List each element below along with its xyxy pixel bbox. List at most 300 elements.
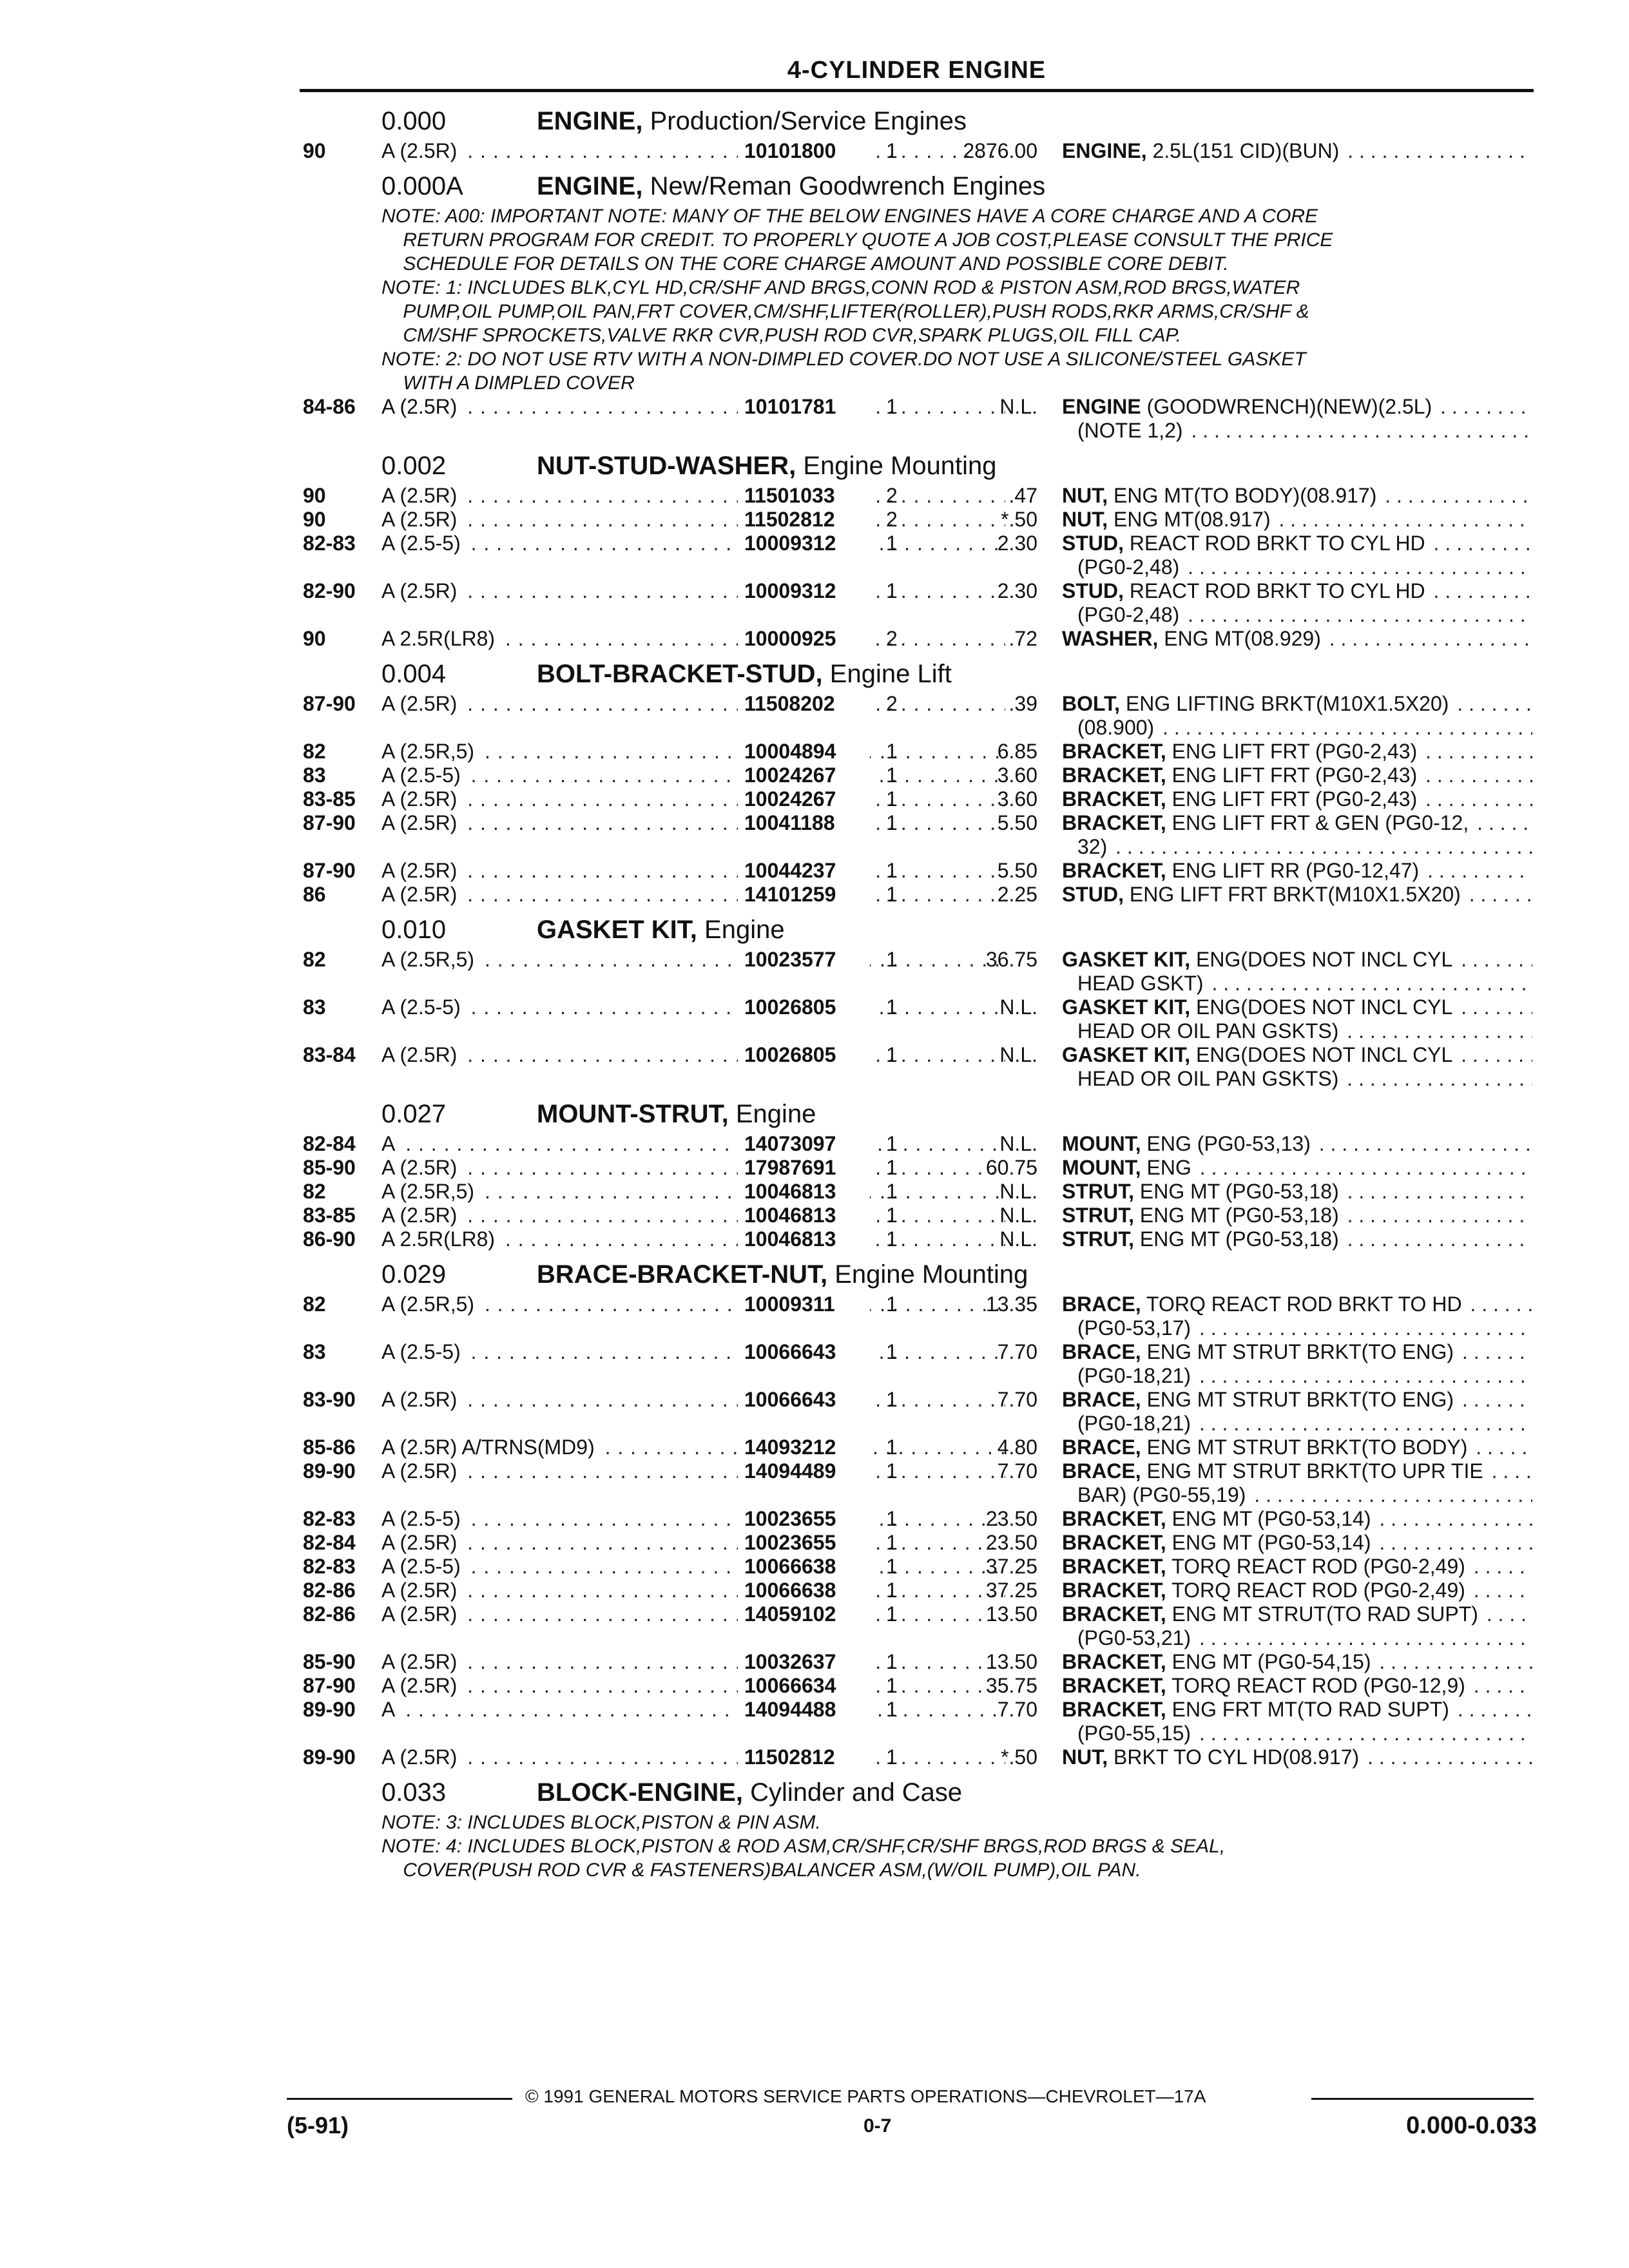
model-years: 87-90 [303,811,356,834]
part-description-text [1062,787,1420,811]
part-detail: ENG FRT MT(TO RAD SUPT) [1166,1698,1449,1721]
part-number: 11502812 [738,1745,870,1769]
quantity: 1 [886,395,898,418]
part-row [284,532,1540,555]
price: 13.50 [985,1650,1037,1673]
part-detail: (GOODWRENCH)(NEW)(2.5L) [1141,395,1432,418]
part-description-text [1062,484,1379,507]
price: 5.50 [997,859,1037,882]
part-name: ENGINE, [1062,139,1147,162]
part-description-text [1062,579,1428,602]
part-description-text [1062,883,1463,906]
model-code-text: A (2.5R,5) [381,948,478,971]
part-row [284,692,1540,716]
model-code-text: A (2.5-5) [381,995,465,1019]
part-detail: ENG LIFT FRT & GEN (PG0-12, [1166,811,1469,834]
quantity: 1 [886,1698,898,1721]
section-heading [284,1096,1540,1132]
part-description [1062,948,1532,972]
model-code-text: A (2.5-5) [381,764,465,787]
part-detail: ENG MT (PG0-53,18) [1134,1204,1339,1227]
price: .47 [1008,484,1037,507]
part-description [1062,1698,1532,1722]
part-detail: ENG MT(08.917) [1108,508,1271,531]
continued-description [1077,716,1532,740]
part-description-text [1062,1602,1481,1626]
model-years: 82-86 [303,1579,356,1602]
model-years: 86 [303,883,326,906]
part-row [284,1602,1540,1626]
note-line: COVER(PUSH ROD CVR & FASTENERS)BALANCER ASM,(W/OIL PUMP),OIL PAN. [381,1860,1141,1881]
part-description-continued [284,1412,1540,1436]
part-detail: ENG MT (PG0-54,15) [1166,1650,1371,1673]
continued-text: (PG0-18,21) [1077,1364,1193,1387]
continued-description [1077,603,1532,627]
part-description [1062,627,1532,651]
model-code [381,764,1005,787]
footer-rule-right [1311,2098,1534,2100]
part-description-text [1062,859,1422,882]
continued-description [1077,1067,1532,1091]
part-detail: TORQ REACT ROD BRKT TO HD [1141,1293,1462,1316]
part-description [1062,532,1532,555]
model-code [381,1531,1005,1555]
part-row [284,948,1540,972]
part-detail: REACT ROD BRKT TO CYL HD [1124,532,1425,555]
part-detail: ENG MT STRUT BRKT(TO ENG) [1141,1340,1454,1363]
part-description-text [1062,1156,1194,1179]
quantity: 1 [886,740,898,763]
part-number: 11508202 [738,692,870,716]
model-code-text: A (2.5R) [381,1043,461,1066]
part-description-text [1062,764,1420,787]
model-code-text: A [381,1132,399,1155]
part-description-text [1062,948,1455,971]
part-row [284,1227,1540,1251]
continued-text: HEAD OR OIL PAN GSKTS) [1077,1019,1341,1043]
section-gap [284,1769,1540,1774]
model-code [381,859,1005,883]
quantity: 1 [886,1204,898,1227]
model-years: 82 [303,1293,326,1316]
part-number: 10046813 [738,1204,870,1227]
part-name: STUD, [1062,532,1124,555]
model-years: 85-86 [303,1436,356,1459]
price: 13.35 [985,1293,1037,1316]
part-name: BRACKET, [1062,1698,1166,1721]
part-number: 14093212 [738,1436,870,1459]
model-code [381,395,1005,419]
section-gap [284,443,1540,448]
part-number: 10009311 [738,1293,870,1316]
section-gap [284,163,1540,168]
part-detail: TORQ REACT ROD (PG0-2,49) [1166,1555,1465,1578]
model-years: 90 [303,508,326,531]
section-name [537,454,997,478]
quantity: 1 [886,859,898,882]
part-row [284,139,1540,163]
part-detail: 2.5L(151 CID)(BUN) [1146,139,1340,162]
price: 60.75 [985,1156,1037,1179]
price: 2.30 [997,579,1037,602]
part-row [284,579,1540,603]
part-description [1062,508,1532,532]
quantity: 1 [886,139,898,162]
note-line: NOTE: 4: INCLUDES BLOCK,PISTON & ROD ASM,CR/SHF,CR/SHF BRGS,ROD BRGS & SEAL, [381,1836,1226,1857]
part-number: 10101800 [738,139,870,163]
section-name-rest: Production/Service Engines [642,107,967,135]
section-name-bold: GASKET KIT, [537,916,697,944]
quantity: 1 [886,787,898,811]
part-number: 10000925 [738,627,870,651]
model-years: 82-90 [303,579,356,602]
part-number: 11501033 [738,484,870,508]
part-description-text [1062,1227,1342,1251]
section-number: 0.010 [381,916,447,944]
part-name: BRACKET, [1062,1555,1166,1578]
quantity: 1 [886,995,898,1019]
model-code-text: A 2.5R(LR8) [381,627,499,650]
part-row [284,1180,1540,1204]
continued-description [1077,1722,1532,1745]
section-name [537,1260,1028,1289]
part-name: BRACKET, [1062,1602,1166,1626]
part-name: BRACE, [1062,1293,1141,1316]
part-description-continued [284,1019,1540,1043]
section-name [537,662,952,686]
part-number: 10044237 [738,859,870,883]
part-row [284,764,1540,787]
section-name-rest: Engine Mounting [796,452,997,480]
note-line: WITH A DIMPLED COVER [381,372,635,394]
part-description [1062,811,1532,835]
model-code [381,995,1005,1019]
part-description [1062,764,1532,787]
continued-description [1077,835,1532,859]
part-number: 10004894 [738,740,870,764]
part-detail: ENG(DOES NOT INCL CYL [1190,1043,1453,1066]
part-detail: BRKT TO CYL HD(08.917) [1108,1745,1360,1769]
section-name-bold: ENGINE, [537,107,643,135]
part-detail: ENG MT STRUT BRKT(TO BODY) [1141,1436,1468,1459]
part-row [284,1555,1540,1579]
part-name: BRACKET, [1062,787,1166,811]
part-description-continued [284,419,1540,443]
model-years: 82-83 [303,1555,356,1578]
part-row [284,787,1540,811]
part-name: STUD, [1062,579,1124,602]
part-name: STRUT, [1062,1180,1134,1203]
model-code [381,1227,1005,1251]
price: N.L. [999,995,1037,1019]
model-code-text: A (2.5R) [381,579,461,602]
section-note [284,204,1540,395]
part-number: 14073097 [738,1132,870,1156]
model-years: 82 [303,948,326,971]
section-heading [284,448,1540,484]
part-description-text [1062,1674,1468,1697]
continued-text: 32) [1077,835,1110,858]
model-years: 82-83 [303,1507,356,1530]
quantity: 1 [886,883,898,906]
part-number: 14094489 [738,1459,870,1483]
continued-description [1077,1364,1532,1388]
part-name: BRACKET, [1062,1650,1166,1673]
part-number: 10066638 [738,1555,870,1579]
section-note [284,1811,1540,1882]
model-code-text: A (2.5R,5) [381,1293,478,1316]
price: N.L. [999,1180,1037,1203]
model-years: 82-83 [303,532,356,555]
model-years: 83-85 [303,1204,356,1227]
price: 2.25 [997,883,1037,906]
part-row [284,1674,1540,1698]
footer-copyright-line [287,2086,1534,2112]
price: 23.50 [985,1531,1037,1554]
model-code-text: A (2.5R) [381,1579,461,1602]
part-description-text [1062,740,1420,763]
part-row [284,1531,1540,1555]
part-number: 11502812 [738,508,870,532]
quantity: 1 [886,764,898,787]
part-description [1062,1507,1532,1531]
part-name: BRACKET, [1062,811,1166,834]
quantity: 1 [886,579,898,602]
part-name: GASKET KIT, [1062,995,1191,1019]
quantity: 1 [886,948,898,971]
quantity: 1 [886,1132,898,1155]
quantity: 2 [886,508,898,531]
part-row [284,1579,1540,1602]
part-row [284,995,1540,1019]
model-code [381,1388,1005,1412]
part-name: BRACE, [1062,1459,1141,1483]
model-code [381,1043,1005,1067]
part-name: BRACE, [1062,1340,1141,1363]
part-name: BRACKET, [1062,1674,1166,1697]
continued-text: (PG0-53,17) [1077,1316,1193,1340]
part-description-text [1062,139,1342,162]
model-years: 87-90 [303,1674,356,1697]
model-code [381,1459,1005,1483]
continued-description [1077,1019,1532,1043]
continued-description [1077,972,1532,995]
section-name-rest: Engine Lift [822,660,952,688]
section-number: 0.027 [381,1100,447,1128]
part-description-continued [284,835,1540,859]
section-name-rest: New/Reman Goodwrench Engines [642,172,1046,200]
model-code [381,692,1005,716]
part-detail: ENG LIFT RR (PG0-12,47) [1166,859,1420,882]
part-number: 10026805 [738,1043,870,1067]
model-code-text: A 2.5R(LR8) [381,1227,499,1251]
model-code-text: A (2.5-5) [381,532,465,555]
part-description-text [1062,395,1434,418]
price: 5.50 [997,811,1037,834]
continued-text: (PG0-2,48) [1077,555,1182,579]
part-number: 10023577 [738,948,870,972]
quantity: 1 [886,1340,898,1363]
part-description [1062,1132,1532,1156]
part-detail: ENG MT STRUT BRKT(TO UPR TIE [1141,1459,1483,1483]
part-description-text [1062,1340,1456,1363]
part-detail: TORQ REACT ROD (PG0-12,9) [1166,1674,1465,1697]
part-name: BRACKET, [1062,1507,1166,1530]
footer-date: (5-91) [287,2112,349,2138]
part-detail: ENG LIFT FRT (PG0-2,43) [1166,787,1418,811]
part-name: GASKET KIT, [1062,948,1191,971]
part-description [1062,1459,1532,1483]
part-name: WASHER, [1062,627,1159,650]
section-name [537,1102,816,1126]
model-code [381,1340,1005,1364]
price: .72 [1008,627,1037,650]
model-years: 85-90 [303,1156,356,1179]
note-line: RETURN PROGRAM FOR CREDIT. TO PROPERLY QUOTE A JOB COST,PLEASE CONSULT THE PRICE [381,229,1333,251]
section-heading [284,1774,1540,1811]
model-code [381,811,1005,835]
model-code-text: A (2.5-5) [381,1340,465,1363]
quantity: 1 [886,1180,898,1203]
part-detail: TORQ REACT ROD (PG0-2,49) [1166,1579,1465,1602]
model-code-text: A (2.5R) [381,1204,461,1227]
part-description-text [1062,692,1451,715]
quantity: 1 [886,1531,898,1554]
section-name [537,918,785,942]
model-code [381,1180,1005,1204]
model-years: 86-90 [303,1227,356,1251]
part-description-text [1062,1555,1468,1578]
quantity: 1 [886,811,898,834]
part-number: 10024267 [738,764,870,787]
footer-copyright: © 1991 GENERAL MOTORS SERVICE PARTS OPERATIONS—CHEVROLET—17A [525,2086,1206,2106]
part-detail: ENG LIFT FRT (PG0-2,43) [1166,740,1418,763]
model-code [381,740,1005,764]
part-description-text [1062,1204,1342,1227]
part-row [284,1388,1540,1412]
part-row [284,1156,1540,1180]
part-description-text [1062,508,1273,531]
part-row [284,627,1540,651]
part-description-continued [284,1364,1540,1388]
footer-page-number: 0-7 [863,2115,892,2137]
part-name: STRUT, [1062,1204,1134,1227]
price: 3.60 [997,787,1037,811]
model-code-text: A (2.5R) [381,1602,461,1626]
part-description-text [1062,1436,1470,1459]
continued-description [1077,1483,1532,1507]
price: 36.75 [985,948,1037,971]
part-row [284,1204,1540,1227]
part-name: MOUNT, [1062,1132,1141,1155]
model-years: 89-90 [303,1698,356,1721]
model-code [381,1674,1005,1698]
section-name-bold: MOUNT-STRUT, [537,1100,729,1128]
section-name-bold: BOLT-BRACKET-STUD, [537,660,823,688]
model-years: 83-85 [303,787,356,811]
part-row [284,1650,1540,1674]
note-line: CM/SHF SPROCKETS,VALVE RKR CVR,PUSH ROD CVR,SPARK PLUGS,OIL FILL CAP. [381,325,1181,346]
part-name: BRACE, [1062,1388,1141,1411]
part-name: BRACKET, [1062,1531,1166,1554]
quantity: 1 [886,1745,898,1769]
model-years: 90 [303,139,326,162]
section-number: 0.004 [381,660,447,688]
section-name-rest: Cylinder and Case [743,1778,963,1807]
part-name: BRACKET, [1062,740,1166,763]
model-code-text: A (2.5R) [381,1459,461,1483]
continued-description [1077,555,1532,579]
part-description-text [1062,1132,1313,1155]
part-description-continued [284,1722,1540,1745]
continued-text: (PG0-18,21) [1077,1412,1193,1435]
parts-catalog-content [284,103,1540,1887]
part-number: 10032637 [738,1650,870,1674]
part-description [1062,579,1532,603]
model-years: 84-86 [303,395,356,418]
part-detail: ENG MT(08.929) [1158,627,1321,650]
model-code-text: A (2.5R) [381,787,461,811]
part-name: BRACKET, [1062,764,1166,787]
part-description [1062,859,1532,883]
model-code-text: A (2.5R) [381,395,461,418]
quantity: 1 [886,1459,898,1483]
section-name [537,1778,963,1807]
part-description [1062,1340,1532,1364]
model-years: 83 [303,1340,326,1363]
part-description-text [1062,1388,1456,1411]
part-row [284,1745,1540,1769]
part-row [284,1293,1540,1316]
model-code-text: A (2.5R) [381,811,461,834]
part-row [284,1507,1540,1531]
quantity: 1 [886,1507,898,1530]
quantity: 1 [886,1043,898,1066]
part-detail: ENG MT (PG0-53,14) [1166,1531,1371,1554]
part-description-continued [284,555,1540,579]
quantity: 2 [886,627,898,650]
part-row [284,1698,1540,1722]
section-name [537,172,1046,200]
part-detail: ENG MT STRUT BRKT(TO ENG) [1141,1388,1454,1411]
model-code [381,508,1005,532]
part-description [1062,1555,1532,1579]
part-description-text [1062,1531,1374,1554]
section-name [537,107,967,135]
section-heading [284,168,1540,204]
model-code [381,787,1005,811]
price: N.L. [999,1132,1037,1155]
model-years: 82-86 [303,1602,356,1626]
model-code [381,1698,1005,1722]
part-description-continued [284,972,1540,995]
price: 2.30 [997,532,1037,555]
continued-text: HEAD GSKT) [1077,972,1206,995]
part-number: 10066638 [738,1579,870,1602]
part-name: NUT, [1062,484,1108,507]
model-code [381,883,1005,907]
continued-description [1077,419,1532,443]
part-number: 10026805 [738,995,870,1019]
model-code-text: A (2.5R) [381,1388,461,1411]
part-number: 10066643 [738,1388,870,1412]
part-description-continued [284,603,1540,627]
part-description-text [1062,1579,1468,1602]
section-gap [284,1882,1540,1887]
model-years: 82 [303,1180,326,1203]
part-name: BRACE, [1062,1436,1141,1459]
part-description-continued [284,1483,1540,1507]
